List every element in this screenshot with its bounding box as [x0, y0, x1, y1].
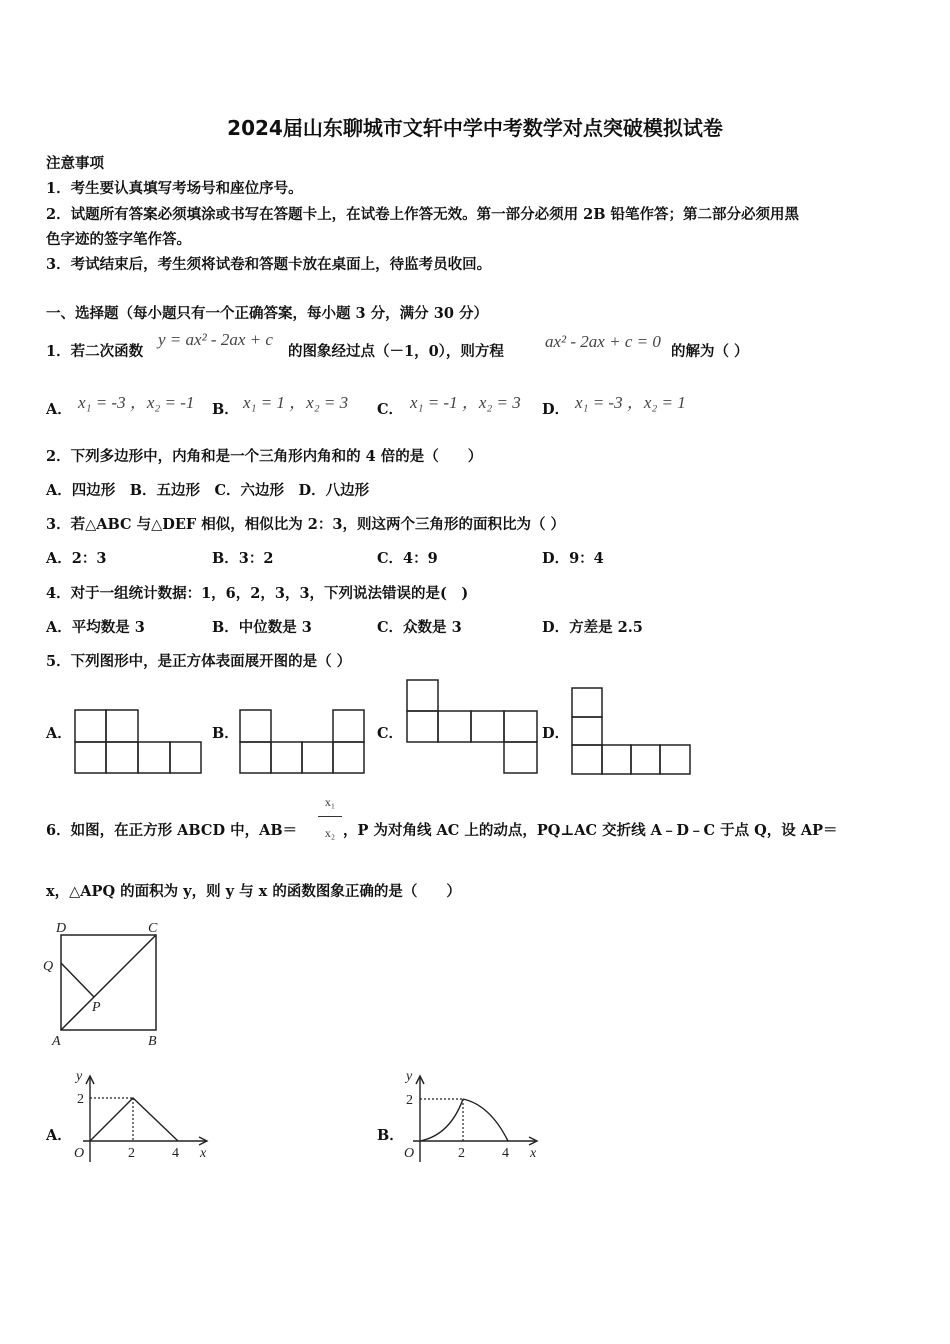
q3-option-a: A．2：3: [46, 550, 107, 567]
q1-option-a-label: A．: [46, 401, 72, 418]
q1-equation: ax² - 2ax + c = 0: [545, 332, 661, 351]
q5-option-d-label: D．: [542, 725, 570, 742]
q6-fraction-numerator: x₁: [324, 795, 336, 809]
q6-option-a-label: A．: [46, 1127, 72, 1144]
q4-option-d: D．方差是 2.5: [542, 619, 643, 636]
graph-a-origin: O: [74, 1146, 85, 1161]
notice-heading: 注意事项: [46, 155, 104, 172]
notice-item-2: 2．试题所有答案必须填涂或书写在答题卡上，在试卷上作答无效。第一部分必须用 2B 铅笔作答；第二部分必须用黑: [46, 206, 800, 223]
label-c: C: [148, 921, 158, 936]
q3-stem: 3．若△ABC 与△DEF 相似，相似比为 2：3，则这两个三角形的面积比为（ ）: [46, 516, 565, 533]
notice-item-1: 1．考生要认真填写考场号和座位序号。: [46, 180, 303, 197]
q1-option-d-label: D．: [542, 401, 570, 418]
q4-option-b: B．中位数是 3: [212, 619, 312, 636]
q3-option-c: C．4：9: [377, 550, 438, 567]
label-q: Q: [43, 959, 54, 974]
q1-option-a: x₁ = -3 ，x₂ = -1: [78, 393, 195, 412]
q5-stem: 5．下列图形中，是正方体表面展开图的是（ ）: [46, 653, 352, 670]
q2-stem: 2．下列多边形中，内角和是一个三角形内角和的 4 倍的是（ ）: [46, 448, 483, 465]
q6-line1-pre: 6．如图，在正方形 ABCD 中，AB＝: [46, 822, 298, 839]
q1-option-d: x₁ = -3 ，x₂ = 1: [575, 393, 686, 412]
q1-option-b: x₁ = 1 ，x₂ = 3: [243, 393, 349, 412]
q5-option-c-label: C．: [377, 725, 404, 742]
graph-a-y-tick-2: 2: [77, 1092, 84, 1107]
graph-a-y-label: y: [76, 1069, 83, 1084]
graph-b-origin: O: [404, 1146, 415, 1161]
label-d: D: [56, 921, 67, 936]
q5-option-a-label: A．: [46, 725, 72, 742]
page-title: 2024届山东聊城市文轩中学中考数学对点突破模拟试卷: [227, 116, 723, 140]
section-heading: 一、选择题（每小题只有一个正确答案，每小题 3 分，满分 30 分）: [46, 305, 488, 322]
q1-post: 的解为（ ）: [671, 343, 749, 360]
q1-function: y = ax² - 2ax + c: [158, 330, 273, 349]
graph-a-x-tick-2: 2: [128, 1146, 135, 1161]
q3-option-d: D．9：4: [542, 550, 604, 567]
q6-line2: x，△APQ 的面积为 y，则 y 与 x 的函数图象正确的是（ ）: [46, 883, 461, 900]
q1-mid: 的图象经过点（－1，0），则方程: [288, 343, 504, 360]
notice-item-3: 3．考试结束后，考生须将试卷和答题卡放在桌面上，待监考员收回。: [46, 256, 492, 273]
q1-option-b-label: B．: [212, 401, 239, 418]
graph-a-x-tick-4: 4: [172, 1146, 179, 1161]
q5-option-b-label: B．: [212, 725, 239, 742]
q2-options: A．四边形 B．五边形 C．六边形 D．八边形: [46, 482, 370, 499]
q6-line1-post: ，P 为对角线 AC 上的动点，PQ⊥AC 交折线 A﹣D﹣C 于点 Q，设 AP＝: [343, 822, 838, 839]
q4-stem: 4．对于一组统计数据：1，6，2，3，3，下列说法错误的是( ): [46, 585, 469, 602]
q1-pre: 1．若二次函数: [46, 343, 144, 360]
q1-option-c-label: C．: [377, 401, 404, 418]
graph-b-y-tick-2: 2: [406, 1093, 413, 1108]
label-p: P: [92, 1000, 101, 1015]
graph-a-x-label: x: [200, 1146, 207, 1161]
notice-item-2-cont: 色字迹的签字笔作答。: [46, 231, 191, 248]
q1-option-c: x₁ = -1 ，x₂ = 3: [410, 393, 521, 412]
q3-option-b: B．3：2: [212, 550, 274, 567]
label-a: A: [52, 1034, 61, 1049]
graph-b-x-label: x: [530, 1146, 537, 1161]
q6-fraction-denominator: x₂: [324, 826, 336, 840]
label-b: B: [148, 1034, 157, 1049]
graph-b-x-tick-2: 2: [458, 1146, 465, 1161]
q4-option-a: A．平均数是 3: [46, 619, 145, 636]
q4-option-c: C．众数是 3: [377, 619, 462, 636]
graph-b-y-label: y: [406, 1069, 413, 1084]
q6-option-b-label: B．: [377, 1127, 404, 1144]
graph-b-x-tick-4: 4: [502, 1146, 509, 1161]
